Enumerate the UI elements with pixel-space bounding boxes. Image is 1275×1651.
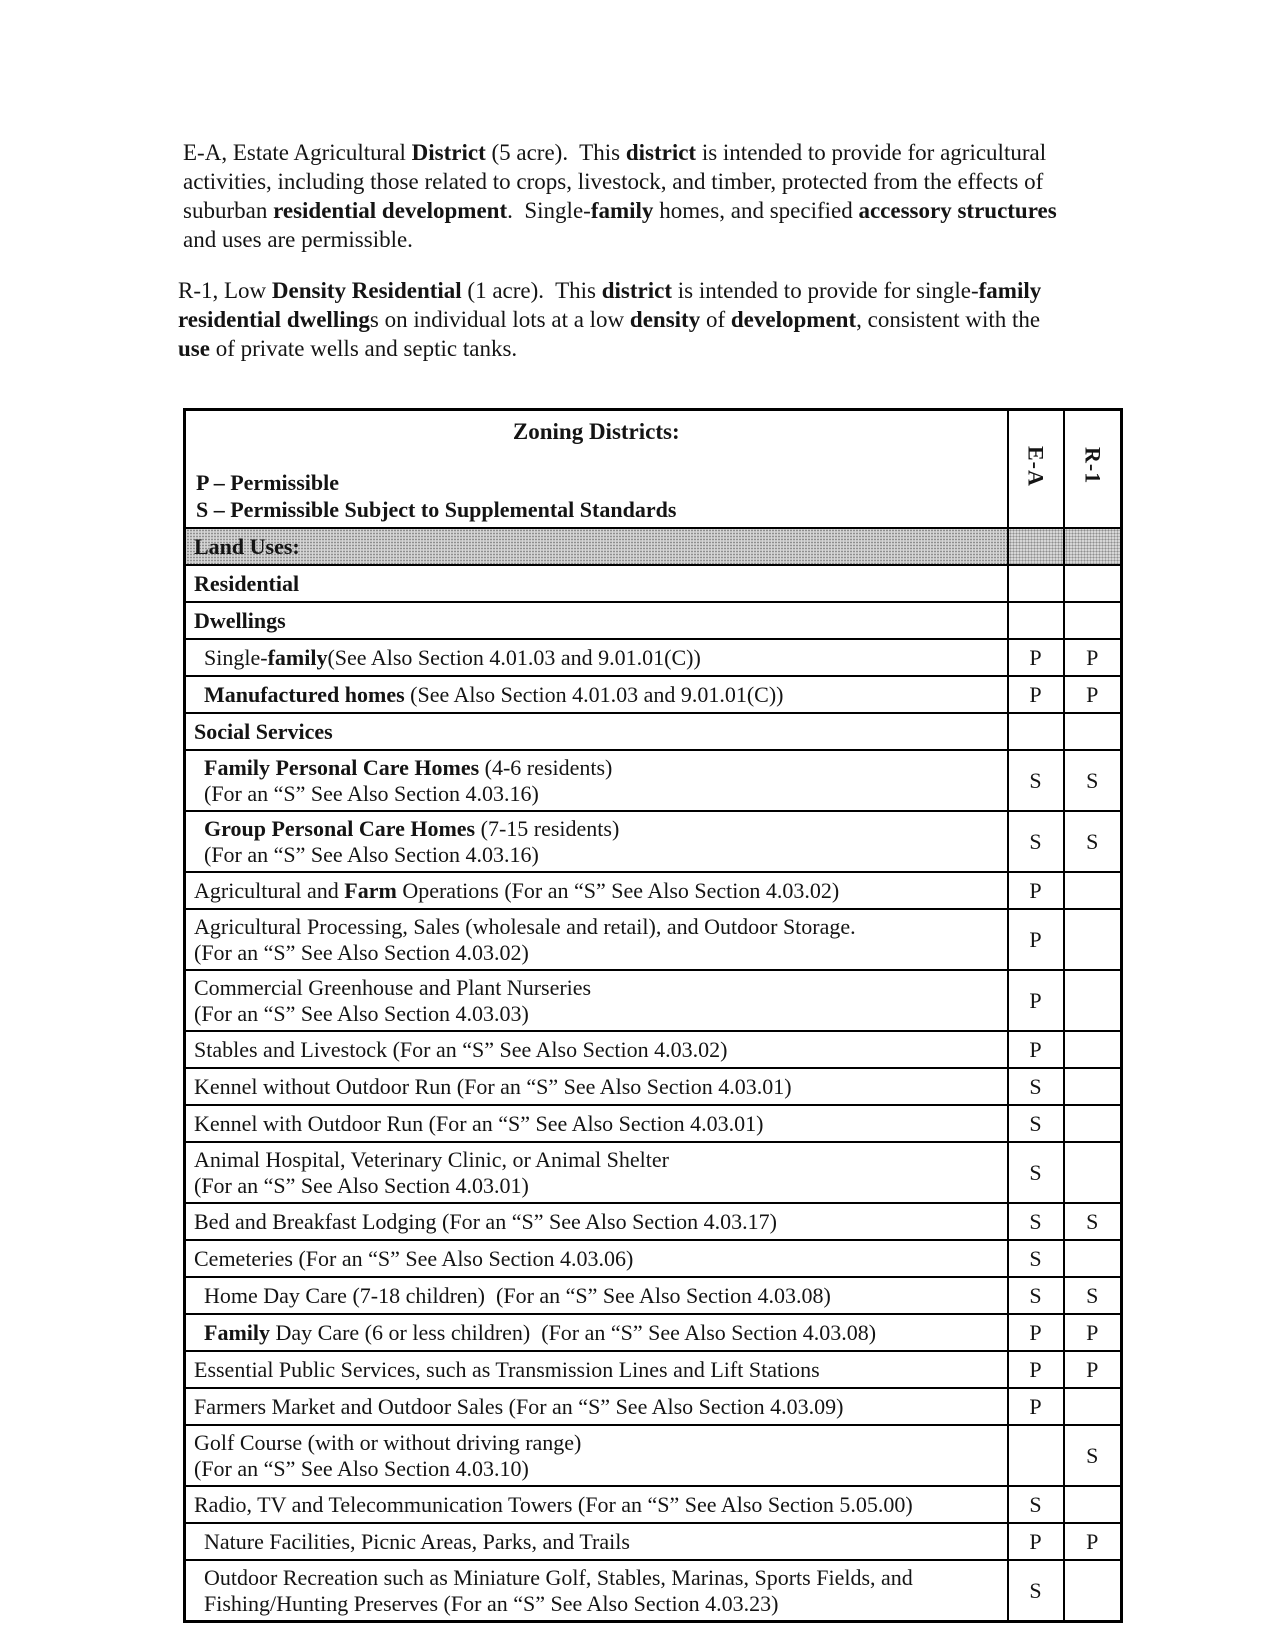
ea-value-cell: S (1008, 1560, 1064, 1622)
table-row (185, 1388, 1122, 1425)
table-row (185, 970, 1122, 1031)
ea-value-cell: S (1008, 1203, 1064, 1240)
table-row (185, 1523, 1122, 1560)
land-use-cell (185, 1203, 1008, 1240)
ea-value-cell: S (1008, 811, 1064, 872)
land-use-line (204, 1529, 1001, 1555)
r1-value-cell (1064, 1388, 1122, 1425)
ea-value-cell: S (1008, 1486, 1064, 1523)
land-use-line (194, 534, 1001, 560)
ea-value-cell: P (1008, 970, 1064, 1031)
paragraph-ea-district (183, 138, 1113, 254)
ea-value-cell: P (1008, 1523, 1064, 1560)
text-segment: Commercial Greenhouse and Plant Nurseries (194, 974, 592, 1000)
bold-text-segment: Farm (344, 877, 397, 903)
text-segment: Fishing/Hunting Preserves (For an “S” See Also Section 4.03.23) (204, 1590, 779, 1616)
text-segment: of private wells and septic tanks. (209, 336, 518, 361)
land-use-line (194, 1173, 1001, 1199)
land-use-line (194, 1394, 1001, 1420)
text-segment: Stables and Livestock (For an “S” See Also Section 4.03.02) (194, 1036, 728, 1062)
land-use-line (194, 1246, 1001, 1272)
land-use-line (204, 816, 1001, 842)
land-use-line (204, 781, 1001, 807)
land-use-line (194, 1430, 1001, 1456)
land-use-line (194, 1357, 1001, 1383)
r1-value-cell (1064, 909, 1122, 970)
text-segment: homes, and specified (653, 198, 859, 223)
table-row (185, 750, 1122, 811)
ea-value-cell: P (1008, 1351, 1064, 1388)
legend-supplemental: S – Permissible Subject to Supplemental Standards (196, 497, 677, 522)
land-use-cell (185, 872, 1008, 909)
table-row (185, 1277, 1122, 1314)
table-row (185, 1351, 1122, 1388)
text-segment: Operations (For an “S” See Also Section 4.03.02) (396, 877, 840, 903)
table-header-row (185, 410, 1122, 529)
r1-value-cell (1064, 1142, 1122, 1203)
land-use-line (194, 1074, 1001, 1100)
ea-value-cell (1008, 602, 1064, 639)
r1-value-cell: P (1064, 1523, 1122, 1560)
land-use-cell (185, 639, 1008, 676)
r1-value-cell: P (1064, 1314, 1122, 1351)
land-use-line (204, 645, 1001, 671)
land-use-cell (185, 1068, 1008, 1105)
r1-value-cell (1064, 1105, 1122, 1142)
land-use-cell (185, 970, 1008, 1031)
r1-value-cell (1064, 1031, 1122, 1068)
table-row (185, 639, 1122, 676)
bold-text-segment: Manufactured homes (204, 681, 405, 707)
r1-value-cell (1064, 872, 1122, 909)
table-row (185, 565, 1122, 602)
text-segment: Animal Hospital, Veterinary Clinic, or Animal Shelter (194, 1146, 669, 1172)
land-use-cell (185, 602, 1008, 639)
table-row (185, 713, 1122, 750)
table-header-cell (185, 410, 1008, 529)
ea-value-cell (1008, 713, 1064, 750)
r1-value-cell (1064, 1240, 1122, 1277)
table-row (185, 1240, 1122, 1277)
bold-text-segment: Group Personal Care Homes (204, 815, 476, 841)
column-header-r1 (1064, 410, 1122, 529)
land-use-line (204, 1591, 1001, 1617)
table-row (185, 1203, 1122, 1240)
r1-value-cell: S (1064, 750, 1122, 811)
land-use-cell (185, 676, 1008, 713)
paragraph-line (183, 196, 1113, 225)
bold-text-segment: family (267, 644, 328, 670)
ea-value-cell: P (1008, 872, 1064, 909)
r1-value-cell: P (1064, 676, 1122, 713)
land-use-line (194, 1111, 1001, 1137)
text-segment: of (700, 307, 731, 332)
land-use-cell (185, 1240, 1008, 1277)
r1-value-cell (1064, 970, 1122, 1031)
paragraph-line (183, 138, 1113, 167)
table-title: Zoning Districts: (512, 419, 680, 444)
paragraph-line (183, 225, 1113, 254)
text-segment: Kennel with Outdoor Run (For an “S” See Also Section 4.03.01) (194, 1110, 764, 1136)
text-segment: , consistent with the (856, 307, 1041, 332)
land-use-cell (185, 811, 1008, 872)
r1-value-cell (1064, 565, 1122, 602)
text-segment: E-A, Estate Agricultural (183, 140, 412, 165)
table-row (185, 909, 1122, 970)
text-segment: (For an “S” See Also Section 4.03.10) (194, 1455, 529, 1481)
table-row (185, 528, 1122, 565)
text-segment: Home Day Care (7-18 children) (For an “S” See Also Section 4.03.08) (204, 1282, 831, 1308)
land-use-line (194, 878, 1001, 904)
land-use-line (204, 755, 1001, 781)
land-use-cell (185, 1351, 1008, 1388)
text-segment: (For an “S” See Also Section 4.03.02) (194, 939, 529, 965)
zoning-districts-table (183, 408, 1123, 1623)
text-segment: (See Also Section 4.01.03 and 9.01.01(C)) (327, 644, 701, 670)
text-segment: Single- (204, 644, 268, 670)
text-segment: (See Also Section 4.01.03 and 9.01.01(C)) (404, 681, 784, 707)
land-use-line (194, 1037, 1001, 1063)
text-segment: s on individual lots at a low (369, 307, 630, 332)
table-row (185, 1142, 1122, 1203)
bold-text-segment: development (730, 307, 857, 332)
land-use-line (194, 1456, 1001, 1482)
land-use-line (194, 940, 1001, 966)
r1-value-cell: S (1064, 1425, 1122, 1486)
ea-value-cell (1008, 1425, 1064, 1486)
ea-value-cell (1008, 565, 1064, 602)
land-use-cell (185, 1388, 1008, 1425)
land-use-line (204, 842, 1001, 868)
text-segment: (4-6 residents) (479, 754, 613, 780)
land-use-line (194, 1147, 1001, 1173)
text-segment: Kennel without Outdoor Run (For an “S” See Also Section 4.03.01) (194, 1073, 792, 1099)
bold-text-segment: use (178, 336, 210, 361)
r1-value-cell (1064, 1560, 1122, 1622)
bold-text-segment: Family Personal Care Homes (204, 754, 480, 780)
bold-text-segment: Dwellings (194, 607, 286, 633)
land-use-line (204, 1320, 1001, 1346)
land-use-line (194, 914, 1001, 940)
r1-value-cell: S (1064, 1203, 1122, 1240)
text-segment: (For an “S” See Also Section 4.03.16) (204, 780, 539, 806)
r1-value-cell: P (1064, 639, 1122, 676)
land-use-cell (185, 1560, 1008, 1622)
text-segment: Cemeteries (For an “S” See Also Section 4.03.06) (194, 1245, 634, 1271)
text-segment: Essential Public Services, such as Transmission Lines and Lift Stations (194, 1356, 820, 1382)
column-header-ea (1008, 410, 1064, 529)
legend-permissible: P – Permissible (196, 470, 339, 495)
bold-text-segment: Social Services (194, 718, 333, 744)
land-use-line (194, 719, 1001, 745)
text-segment: Farmers Market and Outdoor Sales (For an “S” See Also Section 4.03.09) (194, 1393, 844, 1419)
table-row (185, 1425, 1122, 1486)
table-row (185, 872, 1122, 909)
ea-value-cell: S (1008, 1240, 1064, 1277)
paragraph-line (183, 167, 1113, 196)
table-row (185, 811, 1122, 872)
paragraph-line (178, 305, 1108, 334)
paragraph-r1-district (178, 276, 1108, 363)
text-segment: . Single- (507, 198, 591, 223)
text-segment: activities, including those related to crops, livestock, and timber, protected from the effects of (183, 169, 1044, 194)
r1-value-cell (1064, 528, 1122, 565)
ea-value-cell: S (1008, 750, 1064, 811)
table-row (185, 602, 1122, 639)
land-use-cell (185, 1031, 1008, 1068)
table-row (185, 1105, 1122, 1142)
land-use-cell (185, 750, 1008, 811)
text-segment: Radio, TV and Telecommunication Towers (For an “S” See Also Section 5.05.00) (194, 1491, 913, 1517)
land-use-cell (185, 1277, 1008, 1314)
land-use-line (194, 1492, 1001, 1518)
paragraph-line (178, 276, 1108, 305)
table-row (185, 676, 1122, 713)
column-header-r1-label: R-1 (1080, 447, 1106, 485)
land-use-cell (185, 1425, 1008, 1486)
r1-value-cell: S (1064, 1277, 1122, 1314)
ea-value-cell: P (1008, 1388, 1064, 1425)
text-segment: Outdoor Recreation such as Miniature Golf, Stables, Marinas, Sports Fields, and (204, 1564, 913, 1590)
land-use-line (194, 975, 1001, 1001)
land-use-line (194, 571, 1001, 597)
text-segment: (7-15 residents) (475, 815, 620, 841)
text-segment: Agricultural Processing, Sales (wholesale and retail), and Outdoor Storage. (194, 913, 856, 939)
land-use-cell (185, 1105, 1008, 1142)
text-segment: (1 acre). This (461, 278, 602, 303)
bold-text-segment: Land Uses: (194, 533, 300, 559)
ea-value-cell: S (1008, 1142, 1064, 1203)
bold-text-segment: Family (204, 1319, 270, 1345)
bold-text-segment: Residential (194, 570, 300, 596)
column-header-ea-label: E-A (1023, 445, 1049, 487)
land-use-line (204, 682, 1001, 708)
ea-value-cell (1008, 528, 1064, 565)
text-segment: is intended to provide for agricultural (696, 140, 1047, 165)
r1-value-cell: S (1064, 811, 1122, 872)
ea-value-cell: S (1008, 1068, 1064, 1105)
land-use-cell (185, 1314, 1008, 1351)
table-row (185, 1486, 1122, 1523)
r1-value-cell (1064, 602, 1122, 639)
land-use-cell (185, 565, 1008, 602)
text-segment: Day Care (6 or less children) (For an “S” See Also Section 4.03.08) (270, 1319, 877, 1345)
text-segment: suburban (183, 198, 274, 223)
text-segment: and uses are permissible. (183, 227, 413, 252)
r1-value-cell (1064, 1486, 1122, 1523)
ea-value-cell: P (1008, 1314, 1064, 1351)
ea-value-cell: S (1008, 1277, 1064, 1314)
table-row (185, 1560, 1122, 1622)
bold-text-segment: accessory structures (858, 198, 1057, 223)
land-use-cell (185, 909, 1008, 970)
text-segment: Nature Facilities, Picnic Areas, Parks, and Trails (204, 1528, 630, 1554)
bold-text-segment: family (590, 198, 654, 223)
land-use-cell (185, 528, 1008, 565)
r1-value-cell: P (1064, 1351, 1122, 1388)
text-segment: Golf Course (with or without driving range) (194, 1429, 582, 1455)
land-use-cell (185, 1486, 1008, 1523)
text-segment: R-1, Low (178, 278, 272, 303)
land-use-line (204, 1283, 1001, 1309)
land-use-line (194, 608, 1001, 634)
ea-value-cell: S (1008, 1105, 1064, 1142)
r1-value-cell (1064, 713, 1122, 750)
bold-text-segment: district (625, 140, 697, 165)
table-row (185, 1068, 1122, 1105)
ea-value-cell: P (1008, 639, 1064, 676)
ea-value-cell: P (1008, 676, 1064, 713)
bold-text-segment: residential dwelling (178, 307, 370, 332)
land-use-cell (185, 1142, 1008, 1203)
r1-value-cell (1064, 1068, 1122, 1105)
bold-text-segment: district (601, 278, 673, 303)
ea-value-cell: P (1008, 909, 1064, 970)
bold-text-segment: District (411, 140, 486, 165)
bold-text-segment: density (629, 307, 701, 332)
text-segment: is intended to provide for single- (672, 278, 979, 303)
text-segment: (5 acre). This (485, 140, 626, 165)
bold-text-segment: family (978, 278, 1042, 303)
paragraph-line (178, 334, 1108, 363)
text-segment: (For an “S” See Also Section 4.03.01) (194, 1172, 529, 1198)
ea-value-cell: P (1008, 1031, 1064, 1068)
land-use-line (194, 1209, 1001, 1235)
land-use-cell (185, 713, 1008, 750)
land-use-line (194, 1001, 1001, 1027)
bold-text-segment: Density Residential (271, 278, 462, 303)
text-segment: (For an “S” See Also Section 4.03.16) (204, 841, 539, 867)
table-row (185, 1031, 1122, 1068)
land-use-line (204, 1565, 1001, 1591)
table-row (185, 1314, 1122, 1351)
text-segment: Agricultural and (194, 877, 345, 903)
land-use-cell (185, 1523, 1008, 1560)
text-segment: (For an “S” See Also Section 4.03.03) (194, 1000, 529, 1026)
bold-text-segment: residential development (273, 198, 508, 223)
text-segment: Bed and Breakfast Lodging (For an “S” See Also Section 4.03.17) (194, 1208, 777, 1234)
